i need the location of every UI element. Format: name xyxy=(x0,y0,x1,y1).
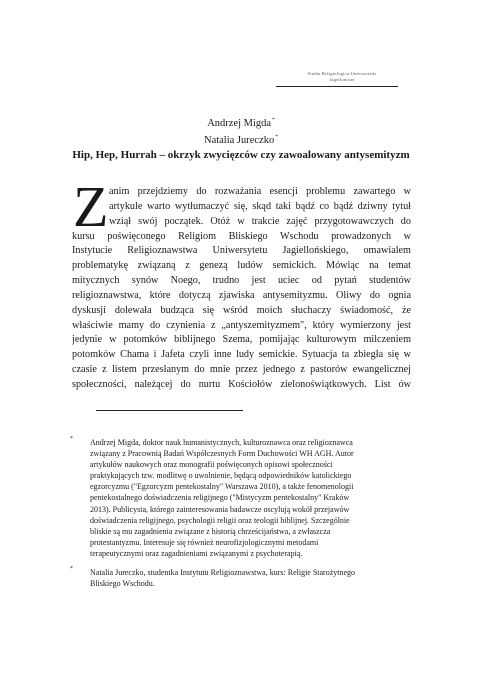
body-line: Instytucie Religioznawstwa Uniwersytetu Jagiellońskiego, omawialem xyxy=(72,245,411,257)
body-line: właściwie mamy do czynienia z „antyszemityzmem", który wymierzony jest xyxy=(72,319,411,331)
article-title: Hip, Hep, Hurrah – okrzyk zwycięzców czy zawoalowany antysemityzm xyxy=(72,149,410,161)
footnote-line: Natalia Jureczko, studentka Instytutu Religioznawstwa, kurs: Religie Starożytnego xyxy=(90,568,356,577)
footnote-1-mark: * xyxy=(70,436,73,442)
footnote-line: pentekostalnego doświadczenia religijnego ("Mistycyzm pentekostalny" Kraków xyxy=(90,493,350,503)
author-2-footnote-mark[interactable]: * xyxy=(275,133,278,140)
footnote-2 xyxy=(70,566,410,589)
body-line: problematykę związaną z genezą ludów semickich. Mówiąc na temat xyxy=(72,260,411,272)
author-2 xyxy=(0,131,482,148)
body-line: czasie z listem przesłanym do mnie przez jednego z pastorów ewangelicznej xyxy=(72,364,411,376)
body-line: potomków Chama i Jafeta czyli inne ludy semickie. Sytuacja ta zbiegła się w xyxy=(72,349,411,361)
author-1-name: Andrzej Migda xyxy=(207,118,272,129)
footnote-line: terapeutycznymi oraz zagadnieniami związanymi z psychoterapią. xyxy=(90,548,303,558)
body-line: artykule warto wytłumaczyć się, skąd taki bądź co bądź dziwny tytuł xyxy=(109,200,411,212)
body-line: wziął swój początek. Otóż w trakcie zajęć przygotowawczych do xyxy=(109,215,411,227)
body-text xyxy=(72,174,411,393)
drop-cap: Z xyxy=(73,174,109,239)
author-2-name: Natalia Jureczko xyxy=(203,134,275,146)
body-line: kursu poświęconego Religiom Bliskiego Wschodu prowadzonych w xyxy=(72,230,411,242)
footnote-line: Andrzej Migda, doktor nauk humanistycznych, kulturoznawca oraz religioznawca xyxy=(90,438,353,447)
author-block xyxy=(0,114,482,147)
footnote-line: praktykujących tzw. modlitwę o uwolnienie, będącą odpowiedników katolickiego xyxy=(90,471,352,481)
journal-header xyxy=(286,71,398,83)
body-line: mitycznych synów Noego, trudno jest uciec od pytań studentów xyxy=(72,275,411,287)
footnote-line: artykułów naukowych oraz monografii poświęconych opisowi społeczności xyxy=(90,460,333,470)
footnote-2-mark: * xyxy=(70,566,73,572)
body-line: społeczności, należącej do nurtu Kościołów zielonoświątkowych. List ów xyxy=(72,378,411,390)
footnote-line: egzorcyzmu ("Egzorcyzm pentekostalny" Warszawa 2010), a także fenomenologii xyxy=(90,482,354,492)
body-line: dyskusji dolewała budząca się wśród moich słuchaczy świadomość, że xyxy=(72,304,411,316)
body-line: jedynie w potomków biblijnego Szema, pomijając kulturowym milczeniem xyxy=(72,334,411,346)
footnote-line: Bliskiego Wschodu. xyxy=(90,579,155,589)
body-line: religioznawstwa, które dotyczą zjawiska antysemityzmu. Oliwy do ognia xyxy=(72,289,411,301)
author-1-footnote-mark[interactable]: * xyxy=(272,117,275,123)
footnote-line: protestantyzmu. Interesuje się również neurofizjologicznymi metodami xyxy=(90,537,319,547)
footnote-line: bliskie są mu zagadnienia związane z historią chrześcijaństwa, a zwłaszcza xyxy=(90,526,331,536)
journal-header-line-2: Jagellonicae xyxy=(329,77,355,82)
footnote-rule xyxy=(96,410,243,411)
body-line: anim przejdziemy do rozważania esencji problemu zawartego w xyxy=(109,186,411,197)
footnote-line: doświadczenia religijnego, psychologii religii oraz teologii biblijnej. Szczególnie xyxy=(90,515,350,525)
header-rule xyxy=(276,86,398,87)
footnote-line: związany z Pracownią Badań Współczesnych Form Duchowości WH AGH. Autor xyxy=(90,449,354,459)
author-1 xyxy=(0,114,482,131)
footnote-line: 2013). Publicysta, którego zainteresowania badawcze oscylują wokół przejawów xyxy=(90,504,350,514)
journal-header-line-1: Studia Religiologica Universitatis xyxy=(307,71,377,76)
footnote-1 xyxy=(70,436,410,559)
